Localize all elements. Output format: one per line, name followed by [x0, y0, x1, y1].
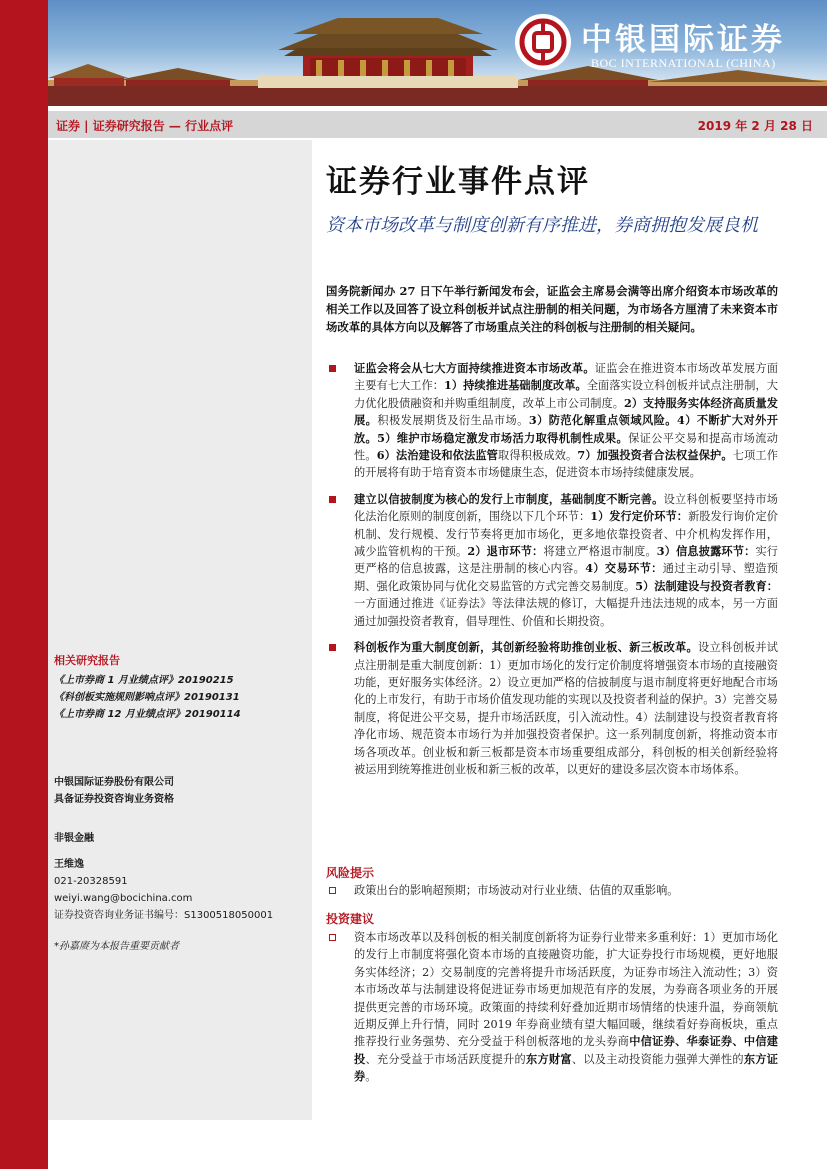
- key-point-lead: 建立以信披制度为核心的发行上市制度，基础制度不断完善。: [354, 491, 664, 506]
- investment-text: [354, 931, 778, 1083]
- body-text: 积极发展期货及衍生品市场。: [377, 414, 529, 428]
- emphasis-text: 东方证券: [354, 1051, 778, 1084]
- body-text: 、充分受益于市场活跃度提升的: [365, 1052, 526, 1066]
- sector-name: 非银金融: [54, 833, 94, 844]
- body-text: 、以及主动投资能力强弹大弹性的: [571, 1052, 744, 1066]
- company-qualification: 具备证券投资咨询业务资格: [54, 794, 174, 805]
- company-info: [54, 774, 174, 808]
- body-text: 七项工作的开展将有助于培育资本市场健康生态，促进资本市场持续健康发展。: [354, 449, 778, 480]
- report-category: 证券 | 证券研究报告 — 行业点评: [56, 119, 234, 133]
- bullet-square-icon: [329, 644, 336, 651]
- body-text: 将建立严格退市制度。: [543, 545, 657, 559]
- related-report-item[interactable]: 《上市券商 12 月业绩点评》20190114: [54, 709, 241, 720]
- sidebar: [48, 140, 312, 1120]
- boc-logo-icon: [515, 14, 571, 70]
- contributor-text: *孙嘉赓为本报告重要贡献者: [54, 941, 179, 952]
- investment-recommendation: [326, 929, 778, 1086]
- related-report-item[interactable]: 《科创板实施规则影响点评》20190131: [54, 692, 240, 703]
- body-text: 资本市场改革以及科创板的相关制度创新将为证券行业带来多重利好：1）更加市场化的发行上市制度将强化资本市场的直接融资功能，扩大证券投行市场规模，更好地服务实体经济；2）交易制度的完善将提升市场活跃度，为证券市场注入流动性；3）资本市场改革与法制建设将促进证券市场更加规范有序的发展，为券商各项业务的开展提供更完善的市场环境。政策面的持续利好叠加近期市场情绪的快速升温，券商领航近期反弹上升行情，同时 2019 年券商业绩有望大幅回暖，继续看好券商板块，重点推荐投行业务强势、充分受益于科创板落地的龙头券商: [354, 931, 778, 1049]
- key-point-body: [354, 362, 778, 479]
- company-line: 中银国际证券股份有限公司: [54, 777, 174, 788]
- key-point-body: [354, 493, 778, 628]
- emphasis-text: 7）加强投资者合法权益保护。: [577, 448, 733, 463]
- report-date: 2019 年 2 月 28 日: [697, 119, 813, 133]
- emphasis-text: 4）交易环节：: [585, 561, 663, 576]
- body-text: 取得积极成效。: [498, 449, 578, 463]
- emphasis-text: 5）法制建设与投资者教育：: [635, 578, 778, 593]
- left-border-strip: [0, 0, 48, 1169]
- invest-heading: 投资建议: [326, 912, 375, 926]
- report-title: 证券行业事件点评: [326, 164, 590, 200]
- investment-section: [326, 929, 778, 1086]
- bullet-square-icon: [329, 496, 336, 503]
- risk-section: [326, 882, 778, 899]
- report-summary: 国务院新闻办 27 日下午举行新闻发布会，证监会主席易会满等出席介绍资本市场改革的相关工作以及回答了设立科创板并试点注册制的相关问题，为市场各方厘清了未来资本市场改革的具体方向以及解答了市场重点关注的科创板与注册制的相关疑问。: [326, 284, 778, 334]
- sector-label: [54, 830, 94, 847]
- contributor-note: [54, 938, 179, 955]
- bullet-square-icon: [329, 887, 336, 894]
- company-name-cn: 中银国际证券: [581, 22, 785, 58]
- emphasis-text: 2）支持服务实体经济高质量发展。: [354, 395, 778, 428]
- related-reports-heading: 相关研究报告: [54, 654, 120, 667]
- key-point-body: [354, 641, 778, 776]
- analyst-info: [54, 856, 273, 924]
- body-text: 保证公平交易和提高市场流动性。: [354, 431, 778, 463]
- header-banner: [48, 0, 827, 106]
- emphasis-text: 2）退市环节：: [467, 544, 544, 559]
- key-point: [326, 360, 778, 482]
- risk-heading: 风险提示: [326, 866, 375, 880]
- body-text: 设立科创板要坚持市场化法治化原则的制度创新，围绕以下几个环节：: [354, 492, 778, 524]
- key-point-lead: 科创板作为重大制度创新，其创新经验将助推创业板、新三板改革。: [354, 640, 698, 655]
- category-bar: [48, 109, 827, 138]
- company-name-en: BOC INTERNATIONAL (CHINA): [591, 56, 776, 70]
- body-text: 全面落实设立科创板并试点注册制，大力优化股债融资和并购重组制度，改革上市公司制度。: [354, 379, 778, 410]
- bullet-square-icon: [329, 365, 336, 372]
- emphasis-text: 3）防范化解重点领域风险。4）不断扩大对外开放。5）维护市场稳定激发市场活力取得机制性成果。: [354, 413, 778, 445]
- key-point-lead: 证监会将会从七大方面持续推进资本市场改革。: [354, 361, 595, 375]
- bullet-square-icon: [329, 934, 336, 941]
- analyst-phone: 021-20328591: [54, 876, 128, 887]
- key-point: [326, 491, 778, 630]
- company-logo: [515, 12, 815, 84]
- body-text: 设立科创板并试点注册制是重大制度创新：1）更加市场化的发行定价制度将增强资本市场的直接融资功能，更好服务实体经济。2）设立更加严格的信披制度与退市制度将更好地配合市场化的上市发行，有助于市场价值发现功能的实现以及投资者利益的保护。3）完善交易制度，将促进公平交易，提升市场活跃度，引入流动性。4）法制建设与投资者教育将净化市场、规范资本市场行为并加强投资者保护。这一系列制度创新，将推动资本市场各项改革。创业板和新三板都是资本市场重要组成部分，科创板的相关创新经验将被运用到统筹推进创业板和新三板的改革，以更好的建设多层次资本市场体系。: [354, 641, 778, 776]
- key-points-list: [326, 360, 778, 787]
- emphasis-text: 1）发行定价环节：: [590, 509, 689, 524]
- emphasis-text: 中信证券、华泰证券、中信建投: [354, 1034, 778, 1066]
- emphasis-text: 6）法治建设和依法监管: [376, 448, 499, 463]
- body-text: 证监会在推进资本市场改革发展方面主要有七大工作：: [354, 362, 778, 393]
- body-text: 实行更严格的信息披露，这是注册制的核心内容。: [354, 545, 778, 576]
- analyst-email[interactable]: weiyi.wang@bocichina.com: [54, 893, 193, 904]
- emphasis-text: 东方财富: [525, 1051, 572, 1066]
- related-reports: [54, 652, 241, 723]
- risk-text: 政策出台的影响超预期；市场波动对行业业绩、估值的双重影响。: [354, 884, 679, 897]
- body-text: 新股发行询价定价机制、发行规模、发行节奏将更加市场化，更多地依靠投资者、中介机构发挥作用，减少监管机构的干预。: [354, 510, 778, 559]
- related-report-item[interactable]: 《上市券商 1 月业绩点评》20190215: [54, 675, 234, 686]
- key-point: [326, 639, 778, 778]
- body-text: 一方面通过推进《证券法》等法律法规的修订，大幅提升违法违规的成本，另一方面通过加强投资者教育，倡导理性、价值和长期投资。: [354, 597, 778, 628]
- body-text: 。: [365, 1070, 377, 1084]
- body-text: 通过主动引导、塑造预期、强化政策协同与优化交易监管的方式完善交易制度。: [354, 562, 778, 593]
- report-subtitle: 资本市场改革与制度创新有序推进，券商拥抱发展良机: [326, 215, 758, 236]
- risk-item: [326, 882, 778, 899]
- analyst-name: 王维逸: [54, 859, 84, 870]
- analyst-license: 证券投资咨询业务证书编号：S1300518050001: [54, 910, 274, 921]
- emphasis-text: 1）持续推进基础制度改革。: [443, 378, 587, 393]
- emphasis-text: 3）信息披露环节：: [656, 544, 756, 559]
